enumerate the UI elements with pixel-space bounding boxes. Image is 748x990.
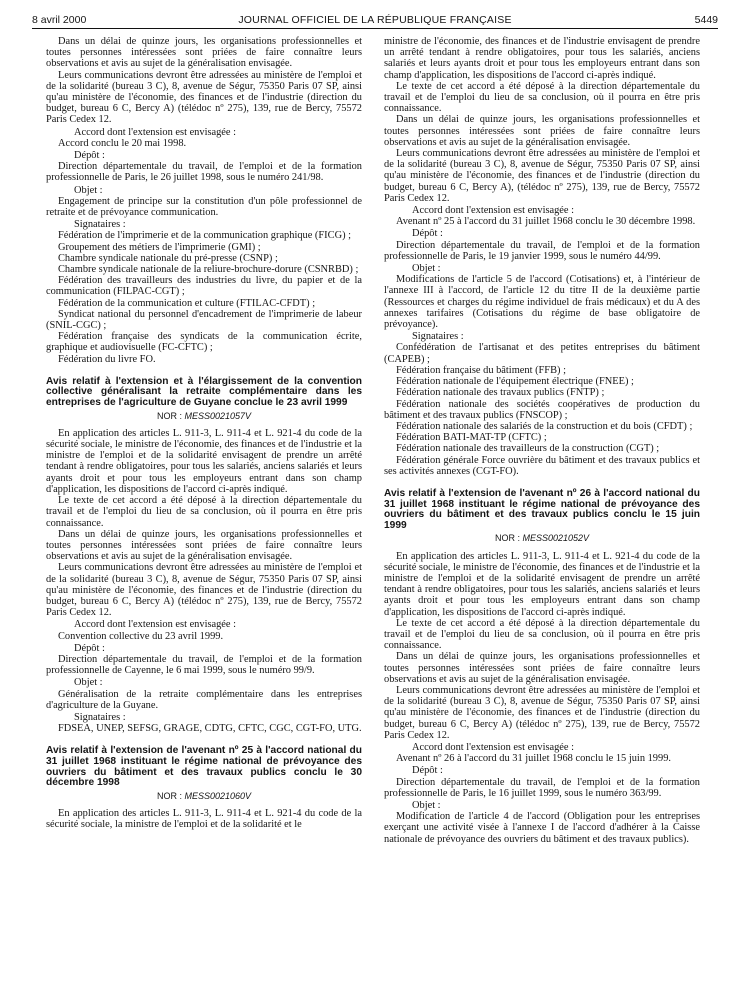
nor-value: MESS0021052V [522,533,590,544]
paragraph: Fédération française des syndicats de la communication écrite, graphique et audiovisuelle (FC-CFTC) ; [46,331,362,354]
paragraph: Fédération de la communication et culture (FTILAC-CFDT) ; [58,297,316,309]
left-column [46,36,362,830]
paragraph: Dans un délai de quinze jours, les organisations professionnelles et toutes personnes intéressées sont priées de faire connaître leurs observations et avis au sujet de la généralisation envisagée. [384,114,700,148]
section-label: Dépôt : [74,642,105,654]
nor-reference [384,533,700,544]
nor-label: NOR : [156,790,185,801]
paragraph: Direction départementale du travail, de l'emploi et de la formation professionnelle de Paris, le 16 juillet 1999, sous le numéro 363/99. [384,776,700,799]
paragraph: Fédération du livre FO. [58,353,156,365]
paragraph: Direction départementale du travail, de l'emploi et de la formation professionnelle de Paris, le 26 juillet 1998, sous le numéro 241/98. [46,161,362,184]
paragraph: Chambre syndicale nationale du pré-presse (CSNP) ; [58,252,278,264]
paragraph: Syndicat national du personnel d'encadrement de l'imprimerie de labeur (SNIL-CGC) ; [46,308,362,332]
paragraph: Avenant nº 25 à l'accord du 31 juillet 1968 conclu le 30 décembre 1998. [396,216,696,228]
nor-reference [46,411,362,422]
section-label: Signataires : [74,711,126,723]
intro-section [46,36,362,365]
paragraph: Groupement des métiers de l'imprimerie (GMI) ; [58,241,261,253]
nor-reference [46,791,362,802]
paragraph: Le texte de cet accord a été déposé à la direction départementale du travail et de l'emploi du lieu de sa conclusion, où il pourra en être pris connaissance. [46,495,362,529]
paragraph: Engagement de principe sur la constitution d'un pôle professionnel de retraite et de prévoyance communication. [46,195,362,219]
paragraph: Leurs communications devront être adressées au ministère de l'emploi et de la solidarité (bureau 3 C), 8, avenue de Ségur, 75350 Paris 07 SP, ainsi qu'au ministère de l'économie, des finances et de l'industrie (direction du budget, bureau 6 C, Bercy A), (télédoc nº 275), 139, rue de Bercy, 75572 Paris Cedex 12. [384,148,700,204]
notice-heading: Avis relatif à l'extension et à l'élargissement de la convention collective généralisant la retraite complémentaire dans les entreprises de l'agriculture de Guyane conclue le 23 avril 1999 [46,375,362,409]
paragraph: Confédération de l'artisanat et des petites entreprises du bâtiment (CAPEB) ; [384,342,700,365]
paragraph: Fédération des travailleurs des industries du livre, du papier et de la communication (FILPAC-CGT) ; [46,275,362,298]
nor-value: MESS0021060V [184,790,252,801]
continuation-section [384,36,700,477]
paragraph: Fédération nationale des travailleurs de la construction (CGT) ; [396,443,660,455]
paragraph: Fédération française du bâtiment (FFB) ; [396,364,566,376]
paragraph: Fédération nationale de l'équipement électrique (FNEE) ; [396,376,634,388]
section-label: Accord dont l'extension est envisagée : [412,205,575,217]
notice-body [46,808,362,830]
paragraph: En application des articles L. 911-3, L. 911-4 et L. 921-4 du code de la sécurité sociale, le ministre de l'économie, des finances et de l'industrie et la ministre de l'emploi et de la solidarité envisagent de prendre un arrêté tendant à rendre obligatoires, pour tous les salariés, anciens salariés et leurs ayants droit et pour tous les employeurs entrant dans son champ d'application, les dispositions de l'accord ci-après indiqué. [46,427,362,495]
paragraph: Leurs communications devront être adressées au ministère de l'emploi et de la solidarité (bureau 3 C), 8, avenue de Ségur, 75350 Paris 07 SP, ainsi qu'au ministère de l'économie, des finances et de l'industrie (direction du budget, bureau 6 C, Bercy A) (télédoc nº 275), 139, rue de Bercy, 75572 Paris Cedex 12. [46,562,362,619]
paragraph: ministre de l'économie, des finances et de l'industrie envisagent de prendre un arrêté tendant à rendre obligatoires, pour tous les salariés, anciens salariés et leurs ayants droit et pour tous les employeurs entrant dans son champ d'application, les dispositions de l'accord ci-après indiqué. [384,36,700,81]
journal-title: JOURNAL OFFICIEL DE LA RÉPUBLIQUE FRANÇAISE [238,14,512,26]
section-label: Objet : [412,799,441,811]
section-label: Objet : [74,184,103,196]
section-label: Objet : [412,263,441,275]
paragraph: Modifications de l'article 5 de l'accord (Cotisations) et, à l'intérieur de l'annexe III à l'accord, de l'article 12 du titre II de la deuxième partie (Ressources et charges du régime individuel de frais médicaux) et du A des annexes tarifaires (Cotisations du régime de base obligatoire de prévoyance). [384,274,700,331]
page-header [32,10,718,30]
paragraph: Dans un délai de quinze jours, les organisations professionnelles et toutes personnes intéressées sont priées de faire connaître leurs observations et avis au sujet de la généralisation envisagée. [46,528,362,563]
section-label: Dépôt : [74,150,105,162]
paragraph: Le texte de cet accord a été déposé à la direction départementale du travail et de l'emploi du lieu de sa conclusion, où il pourra en être pris connaissance. [384,80,700,115]
paragraph: Chambre syndicale nationale de la reliure-brochure-dorure (CSNRBD) ; [58,264,359,276]
page-number: 5449 [694,14,718,26]
section-label: Dépôt : [412,228,443,240]
notice-heading: Avis relatif à l'extension de l'avenant nº 25 à l'accord national du 31 juillet 1968 instituant le régime national de prévoyance des ouvriers du bâtiment et des travaux publics conclu le 30 décembre 1998 [46,745,362,789]
nor-label: NOR : [156,410,185,421]
paragraph: Direction départementale du travail, de l'emploi et de la formation professionnelle de Cayenne, le 6 mai 1999, sous le numéro 99/9. [46,653,362,677]
paragraph: Fédération générale Force ouvrière du bâtiment et des travaux publics et ses activités annexes (CGT-FO). [384,454,700,477]
notice-body [384,551,700,845]
paragraph: En application des articles L. 911-3, L. 911-4 et L. 921-4 du code de la sécurité sociale, la ministre de l'emploi et de la solidarité et le [46,807,362,831]
section-label: Accord dont l'extension est envisagée : [74,126,237,138]
paragraph: Leurs communications devront être adressées au ministère de l'emploi et de la solidarité (bureau 3 C), 8, avenue de Ségur, 75350 Paris 07 SP, ainsi qu'au ministère de l'économie, des finances et de l'industrie (direction du budget, bureau 6 C, Bercy A) (télédoc nº 275), 139, rue de Bercy, 75572 Paris Cedex 12. [384,684,700,741]
paragraph: Convention collective du 23 avril 1999. [58,630,224,642]
paragraph: Fédération de l'imprimerie et de la communication graphique (FICG) ; [58,230,352,242]
paragraph: Dans un délai de quinze jours, les organisations professionnelles et toutes personnes intéressées sont priées de faire connaître leurs observations et avis au sujet de la généralisation envisagée. [384,651,700,685]
paragraph: FDSEA, UNEP, SEFSG, GRAGE, CDTG, CFTC, CGC, CGT-FO, UTG. [58,723,362,735]
paragraph: Fédération nationale des sociétés coopératives de production du bâtiment et des travaux publics (FNSCOP) ; [384,398,700,421]
section-label: Accord dont l'extension est envisagée : [74,619,237,631]
paragraph: Fédération BATI-MAT-TP (CFTC) ; [396,432,547,444]
notice-body [46,428,362,734]
section-label: Signataires : [412,331,464,343]
header-rule [32,28,718,29]
paragraph: Accord conclu le 20 mai 1998. [58,137,187,149]
paragraph: En application des articles L. 911-3, L. 911-4 et L. 921-4 du code de la sécurité sociale, le ministre de l'économie, des finances et de l'industrie et la ministre de l'emploi et de la solidarité envisagent de prendre un arrêté tendant à rendre obligatoires, pour tous les salariés, anciens salariés et leurs ayants droit et pour tous les employeurs entrant dans son champ d'application, les dispositions de l'accord ci-après indiqué. [384,550,700,618]
paragraph: Modification de l'article 4 de l'accord (Obligation pour les entreprises exerçant une activité visée à l'annexe I de l'accord d'adhérer à la Caisse nationale de prévoyance des ouvriers du bâtiment et des travaux publics). [384,811,700,845]
paragraph: Fédération nationale des salariés de la construction et du bois (CFDT) ; [396,420,693,432]
section-label: Objet : [74,677,103,689]
paragraph: Avenant nº 26 à l'accord du 31 juillet 1968 conclu le 15 juin 1999. [396,753,671,765]
paragraph: Leurs communications devront être adressées au ministère de l'emploi et de la solidarité (bureau 3 C), 8, avenue de Ségur, 75350 Paris 07 SP, ainsi qu'au ministère de l'économie, des finances et de l'industrie (direction du budget, bureau 6 C, Bercy A) (télédoc nº 275), 139, rue de Bercy, 75572 Paris Cedex 12. [46,69,362,126]
section-label: Accord dont l'extension est envisagée : [412,741,575,753]
nor-value: MESS0021057V [184,410,252,421]
issue-date: 8 avril 2000 [32,14,87,26]
section-label: Signataires : [74,219,126,231]
paragraph: Généralisation de la retraite complémentaire dans les entreprises d'agriculture de la Guyane. [46,688,362,711]
nor-label: NOR : [494,533,523,544]
notice-heading: Avis relatif à l'extension de l'avenant nº 26 à l'accord national du 31 juillet 1968 instituant le régime national de prévoyance des ouvriers du bâtiment et des travaux publics conclu le 15 juin 1999 [384,487,700,531]
paragraph: Direction départementale du travail, de l'emploi et de la formation professionnelle de Paris, le 19 janvier 1999, sous le numéro 44/99. [384,239,700,262]
paragraph: Fédération nationale des travaux publics (FNTP) ; [396,387,605,399]
paragraph: Le texte de cet accord a été déposé à la direction départementale du travail et de l'emploi du lieu de sa conclusion, où il pourra en être pris connaissance. [384,617,700,652]
right-column [384,36,700,845]
section-label: Dépôt : [412,765,443,777]
paragraph: Dans un délai de quinze jours, les organisations professionnelles et toutes personnes intéressées sont priées de faire connaître leurs observations et avis au sujet de la généralisation envisagée. [46,36,362,70]
